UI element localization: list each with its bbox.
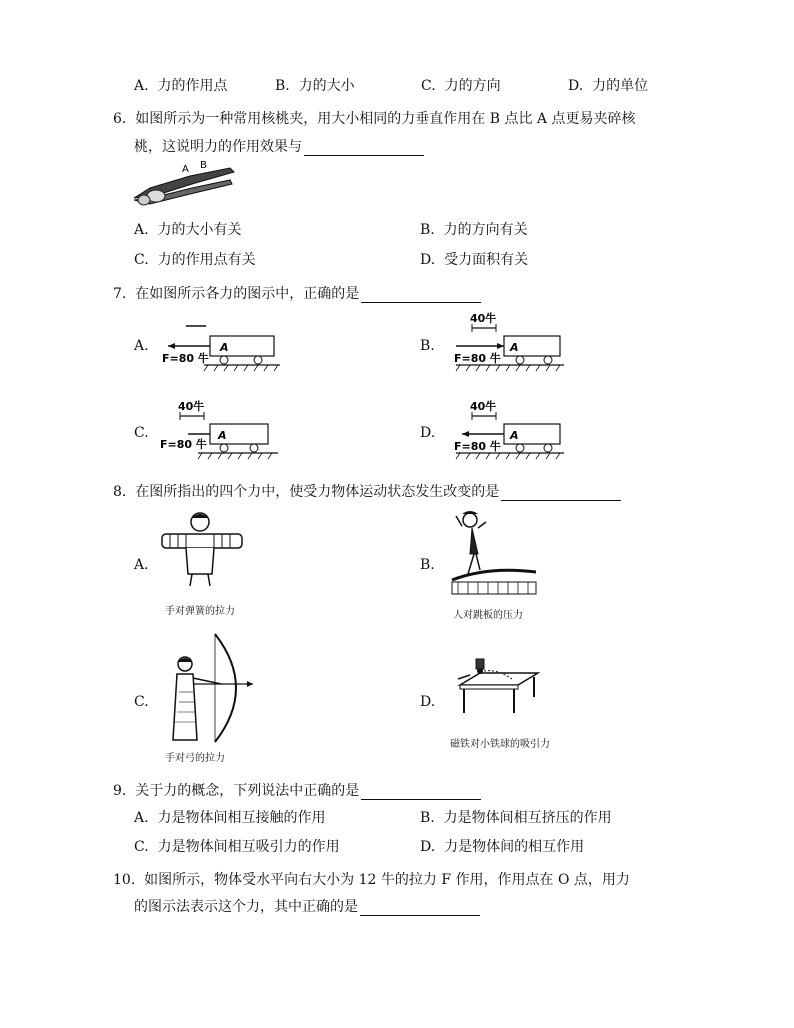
q10-question: 10. 如图所示，物体受水平向右大小为 12 牛的拉力 F 作用，作用点在 O 点，用力: [113, 872, 630, 888]
q8-fig-c-caption: 手对弓的拉力: [165, 753, 225, 764]
q8-fig-d-letter: D.: [420, 694, 436, 710]
q9-option-d: D. 力是物体间的相互作用: [420, 839, 585, 855]
q6-question-line2: 桃，这说明力的作用效果与: [134, 136, 424, 156]
q7-fig-c-box-label: A: [218, 429, 227, 442]
q8-answer-blank[interactable]: [501, 486, 621, 501]
q7-fig-a-force-label: F=80 牛: [162, 352, 209, 365]
q8-fig-c-letter: C.: [134, 694, 149, 710]
q7-answer-blank[interactable]: [361, 288, 481, 303]
q6-option-a: A. 力的大小有关: [134, 222, 242, 238]
q5-option-c: C. 力的方向: [421, 78, 501, 94]
q6-option-c: C. 力的作用点有关: [134, 252, 256, 268]
q7-fig-c-letter: C.: [134, 425, 149, 441]
q6-option-b: B. 力的方向有关: [420, 222, 528, 238]
q8-fig-b-caption: 人对跳板的压力: [453, 610, 523, 621]
q7-fig-a-box-label: A: [220, 341, 229, 354]
q7-fig-d-letter: D.: [420, 425, 436, 441]
q7-fig-b-letter: B.: [420, 338, 435, 354]
q7-fig-b-scale-label: 40牛: [470, 312, 497, 325]
q8-fig-a-letter: A.: [134, 557, 149, 573]
q7-fig-c-scale-label: 40牛: [178, 400, 205, 413]
q6-option-d: D. 受力面积有关: [420, 252, 529, 268]
q5-option-b: B. 力的大小: [275, 78, 355, 94]
q5-option-a: A. 力的作用点: [134, 78, 228, 94]
q9-option-b: B. 力是物体间相互挤压的作用: [420, 810, 612, 826]
q9-answer-blank[interactable]: [361, 785, 481, 800]
q7-fig-a: [158, 318, 288, 376]
q8-fig-a-caption: 手对弹簧的拉力: [165, 606, 235, 617]
q7-fig-b-force-label: F=80 牛: [454, 352, 501, 365]
q7-fig-b-box-label: A: [510, 341, 519, 354]
q9-question: 9. 关于力的概念，下列说法中正确的是: [113, 780, 481, 800]
q5-option-d: D. 力的单位: [568, 78, 649, 94]
q7-fig-d-scale-label: 40牛: [470, 400, 497, 413]
q7-fig-d-box-label: A: [510, 429, 519, 442]
archery-figure: [165, 632, 255, 744]
q9-option-c: C. 力是物体间相互吸引力的作用: [134, 839, 340, 855]
q7-fig-d-force-label: F=80 牛: [454, 440, 501, 453]
nutcracker-label-a: A: [182, 164, 189, 175]
q7-fig-c-force-label: F=80 牛: [160, 438, 207, 451]
q8-fig-d-caption: 磁铁对小铁球的吸引力: [450, 739, 550, 750]
q9-option-a: A. 力是物体间相互接触的作用: [134, 810, 326, 826]
q6-answer-blank[interactable]: [304, 141, 424, 156]
q8-fig-b-letter: B.: [420, 557, 435, 573]
nutcracker-figure: [130, 158, 240, 208]
magnet-table-figure: [450, 655, 540, 717]
q10-answer-blank[interactable]: [360, 901, 480, 916]
q6-question: 6. 如图所示为一种常用核桃夹，用大小相同的力垂直作用在 B 点比 A 点更易夹碎核: [113, 111, 636, 127]
q7-fig-b: [448, 308, 568, 376]
q7-fig-d: [448, 396, 568, 464]
q7-fig-c: [158, 396, 288, 464]
diving-board-figure: [448, 508, 538, 598]
nutcracker-label-b: B: [200, 160, 207, 171]
spring-pull-figure: [158, 508, 248, 588]
q10-question-line2: 的图示法表示这个力，其中正确的是: [134, 896, 480, 916]
q7-question: 7. 在如图所示各力的图示中，正确的是: [113, 283, 481, 303]
q8-question: 8. 在图所指出的四个力中，使受力物体运动状态发生改变的是: [113, 481, 621, 501]
q7-fig-a-letter: A.: [134, 338, 149, 354]
